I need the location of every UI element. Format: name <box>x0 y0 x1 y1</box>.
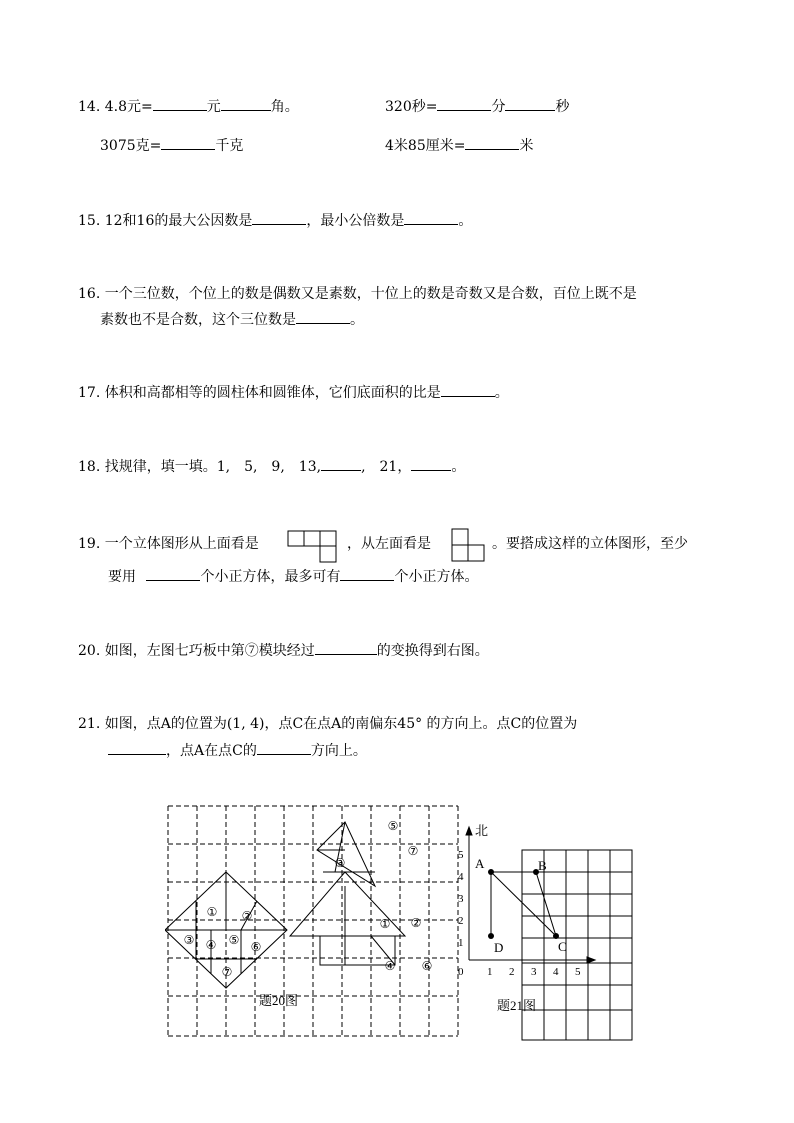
q20 <box>78 641 489 660</box>
q19-number: 19. <box>78 536 101 552</box>
figure-21-caption: 题21图 <box>497 998 537 1013</box>
right-tangram <box>290 822 405 965</box>
q14-line1 <box>78 97 299 116</box>
q21-number: 21. <box>78 716 101 732</box>
right-label-5: ⑤ <box>387 819 399 833</box>
right-label-1: ① <box>379 917 391 931</box>
q15-post: 。 <box>458 213 473 229</box>
q14-blank-miao[interactable] <box>505 97 555 111</box>
q14-blank-jiao[interactable] <box>221 97 271 111</box>
q14-a-prefix: 4.8元= <box>104 99 153 115</box>
q14-b-mid: 分 <box>491 99 506 115</box>
y-tick-2: 2 <box>458 915 464 927</box>
q19-c-wrap <box>492 535 688 553</box>
q19-text-a: 一个立体图形从上面看是 <box>104 536 259 552</box>
q14-a-post: 角。 <box>270 99 299 115</box>
label-a: A <box>475 856 485 871</box>
q21-text-line1: 如图，点A的位置为(1, 4)，点C在点A的南偏东45° 的方向上。点C的位置为 <box>104 716 578 732</box>
q19-text-e: 个小正方体，最多可有 <box>200 569 341 585</box>
q19-text-f: 个小正方体。 <box>394 569 479 585</box>
q21-line1 <box>78 715 577 733</box>
q17-number: 17. <box>78 385 101 401</box>
q19-line2 <box>108 567 478 586</box>
q18-blank-1[interactable] <box>321 457 361 471</box>
x-tick-3: 3 <box>531 966 537 978</box>
q18-blank-2[interactable] <box>411 457 451 471</box>
q21-line2 <box>108 741 367 760</box>
q16-line1 <box>78 285 637 303</box>
q14-a-mid: 元 <box>206 99 221 115</box>
q18-number: 18. <box>78 459 101 475</box>
x-tick-0: 0 <box>458 966 464 978</box>
q15-number: 15. <box>78 213 101 229</box>
piece-label-1: ① <box>206 905 218 919</box>
q18-prefix: 找规律，填一填。1, 5, 9, 13, <box>104 459 322 475</box>
q16-line2-post: 。 <box>350 312 364 328</box>
q16-line2 <box>100 310 364 329</box>
figure-20-tangram <box>165 800 465 1042</box>
q16-blank[interactable] <box>296 310 350 324</box>
q19-text-c: 。要搭成这样的立体图形，至少 <box>492 536 688 552</box>
q14-b-post: 秒 <box>555 99 570 115</box>
q19-text-b: ，从左面看是 <box>347 536 431 552</box>
y-tick-1: 1 <box>458 937 464 949</box>
q18-mid: , 21， <box>361 459 412 475</box>
q14-blank-fen[interactable] <box>437 97 491 111</box>
q15-prefix: 12和16的最大公因数是 <box>104 213 253 229</box>
piece-label-5: ⑤ <box>228 933 240 947</box>
right-label-7: ⑦ <box>407 844 419 858</box>
q19-blank-max[interactable] <box>340 567 394 581</box>
axes <box>466 827 595 963</box>
label-d: D <box>494 940 504 955</box>
q19-text-d: 要用 <box>108 569 136 585</box>
point-lines <box>491 872 556 936</box>
q14-number: 14. <box>78 99 101 115</box>
q17 <box>78 383 509 402</box>
q15-blank-lcm[interactable] <box>404 211 458 225</box>
q15 <box>78 211 472 230</box>
q19-blank-min[interactable] <box>146 567 200 581</box>
q16-number: 16. <box>78 286 101 302</box>
q21-blank-c[interactable] <box>108 741 166 755</box>
top-view-diagram <box>287 530 337 563</box>
q14-blank-m[interactable] <box>465 136 519 150</box>
x-tick-4: 4 <box>553 966 559 978</box>
q14-d-prefix: 4米85厘米= <box>385 138 466 154</box>
y-tick-5: 5 <box>458 849 464 861</box>
q20-blank[interactable] <box>315 641 377 655</box>
point-d <box>488 933 494 939</box>
piece-label-6: ⑥ <box>250 940 262 954</box>
q14-blank-kg[interactable] <box>161 136 215 150</box>
q14-c <box>100 136 243 155</box>
y-tick-3: 3 <box>458 893 464 905</box>
piece-label-3: ③ <box>183 933 195 947</box>
q16-line2-prefix: 素数也不是合数，这个三位数是 <box>100 312 296 328</box>
y-tick-4: 4 <box>458 871 464 883</box>
figure-21-coordinates <box>452 815 642 1045</box>
piece-label-4: ④ <box>205 938 217 952</box>
piece-label-2: ② <box>241 909 253 923</box>
q19-b-wrap <box>347 535 431 553</box>
right-label-3: ③ <box>334 856 346 870</box>
q20-prefix: 如图，左图七巧板中第⑦模块经过 <box>104 643 315 659</box>
point-a <box>488 869 494 875</box>
left-view-diagram <box>451 528 485 562</box>
right-label-6: ⑥ <box>421 959 433 973</box>
q15-blank-gcd[interactable] <box>252 211 306 225</box>
q17-post: 。 <box>494 385 509 401</box>
q21-text-b: 方向上。 <box>310 743 367 759</box>
q14-b-prefix: 320秒= <box>385 99 438 115</box>
q19-line1 <box>78 535 259 553</box>
q20-post: 的变换得到右图。 <box>376 643 489 659</box>
q18-post: 。 <box>451 459 466 475</box>
right-label-4: ④ <box>384 959 396 973</box>
x-tick-2: 2 <box>509 966 515 978</box>
figure-20-caption: 题20图 <box>259 993 299 1008</box>
q15-mid: ，最小公倍数是 <box>306 213 405 229</box>
q14-d <box>385 136 533 155</box>
label-b: B <box>538 858 547 873</box>
q17-blank[interactable] <box>441 383 495 397</box>
label-c: C <box>558 939 567 954</box>
q17-prefix: 体积和高都相等的圆柱体和圆锥体，它们底面积的比是 <box>104 385 441 401</box>
x-tick-1: 1 <box>487 966 493 978</box>
right-label-2: ② <box>410 916 422 930</box>
q20-number: 20. <box>78 643 101 659</box>
q21-text-a: ，点A在点C的 <box>166 743 257 759</box>
q14-b <box>385 97 569 116</box>
q16-text-line1: 一个三位数，个位上的数是偶数又是素数，十位上的数是奇数又是合数，百位上既不是 <box>104 286 637 302</box>
x-tick-5: 5 <box>575 966 581 978</box>
q14-d-post: 米 <box>519 138 534 154</box>
q14-blank-yuan[interactable] <box>153 97 207 111</box>
q14-c-prefix: 3075克= <box>100 138 162 154</box>
q14-c-post: 千克 <box>215 138 244 154</box>
q18 <box>78 457 465 476</box>
q21-blank-direction[interactable] <box>257 741 311 755</box>
piece-label-7: ⑦ <box>221 965 233 979</box>
north-label: 北 <box>475 823 489 838</box>
